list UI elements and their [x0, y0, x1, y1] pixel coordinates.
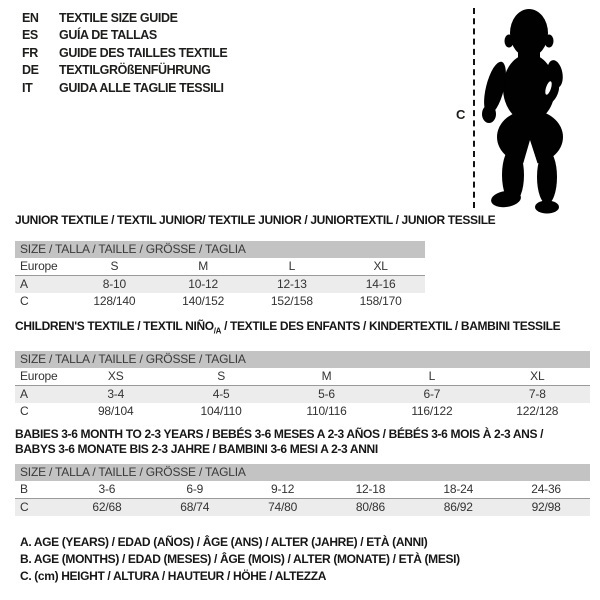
table-title-line1: BABIES 3-6 MONTH TO 2-3 YEARS / BEBÉS 3-6 MESES A 2-3 AÑOS / BÉBÉS 3-6 MOIS À 2-3 ANS /: [15, 427, 544, 441]
language-title-list: [22, 9, 227, 97]
size-cell: 24-36: [531, 482, 561, 496]
table-title: JUNIOR TEXTILE / TEXTIL JUNIOR/ TEXTILE JUNIOR / JUNIORTEXTIL / JUNIOR TESSILE: [15, 213, 496, 227]
lang-title: TEXTILE SIZE GUIDE: [59, 10, 178, 25]
size-cell: 8-10: [102, 277, 126, 291]
size-cell: L: [288, 259, 296, 273]
table-title-subscript: /A: [213, 326, 222, 336]
table-row: [15, 275, 425, 293]
table-title: [15, 427, 590, 457]
size-header-bar: SIZE / TALLA / TAILLE / GRÖSSE / TAGLIA: [15, 464, 590, 481]
size-cell: 14-16: [365, 277, 396, 291]
lang-row-fr: [22, 44, 227, 62]
table-title: [15, 319, 590, 338]
height-measure-dashed-line: [473, 8, 475, 208]
table-row: [15, 498, 590, 516]
lang-row-it: [22, 79, 227, 97]
row-label-cell: C: [20, 500, 29, 514]
size-cell: XS: [107, 369, 124, 384]
footnote-legend: [20, 534, 460, 585]
size-cell: L: [428, 369, 436, 384]
row-label-cell: C: [20, 294, 29, 308]
size-cell: 68/74: [180, 500, 210, 514]
row-label-cell: A: [20, 277, 28, 291]
size-cell: M: [198, 259, 209, 273]
size-cell: 92/98: [531, 500, 561, 514]
size-cell: M: [321, 369, 332, 384]
table-title-part: / TEXTILE DES ENFANTS / KINDERTEXTIL / BAMBINI TESSILE: [221, 319, 561, 333]
size-cell: S: [217, 369, 225, 384]
lang-code: IT: [22, 80, 33, 95]
size-header-bar: SIZE / TALLA / TAILLE / GRÖSSE / TAGLIA: [15, 241, 425, 258]
row-label-cell: B: [20, 482, 28, 496]
babies-size-table: [15, 427, 590, 516]
row-label-cell: Europe: [20, 369, 58, 384]
lang-row-es: [22, 27, 227, 45]
table-title-line2: BABYS 3-6 MONATE BIS 2-3 JAHRE / BAMBINI 3-6 MESI A 2-3 ANNI: [15, 442, 378, 456]
lang-code: ES: [22, 28, 38, 43]
lang-row-en: [22, 9, 227, 27]
table-row: [15, 258, 425, 275]
size-cell: 3-4: [107, 387, 125, 402]
size-cell: 12-18: [355, 482, 386, 496]
size-cell: 62/68: [92, 500, 122, 514]
lang-title: GUIDA ALLE TAGLIE TESSILI: [59, 80, 224, 95]
size-cell: 98/104: [97, 404, 134, 419]
table-row: [15, 385, 590, 403]
size-cell: 5-6: [318, 387, 335, 402]
table-row: [15, 481, 590, 498]
size-cell: 6-7: [423, 387, 441, 402]
size-cell: 10-12: [188, 277, 218, 291]
lang-title: TEXTILGRÖßENFÜHRUNG: [59, 63, 211, 78]
measure-label-c: C: [456, 107, 466, 122]
size-cell: 7-8: [528, 387, 546, 402]
size-cell: 18-24: [443, 482, 474, 496]
size-cell: 104/110: [200, 404, 242, 419]
table-row: [15, 368, 590, 385]
table-row: [15, 403, 590, 420]
size-cell: 86/92: [443, 500, 473, 514]
row-label-cell: Europe: [20, 259, 58, 273]
footnote-a: A. AGE (YEARS) / EDAD (AÑOS) / ÂGE (ANS) / ALTER (JAHRE) / ETÀ (ANNI): [20, 535, 428, 549]
size-cell: 80/86: [355, 500, 385, 514]
row-label-cell: C: [20, 404, 29, 419]
size-cell: 74/80: [268, 500, 298, 514]
size-cell: XL: [373, 259, 388, 273]
size-cell: S: [110, 259, 119, 273]
footnote-c: C. (cm) HEIGHT / ALTURA / HAUTEUR / HÖHE / ALTEZZA: [20, 569, 327, 583]
size-cell: 128/140: [93, 294, 136, 308]
lang-code: DE: [22, 63, 39, 78]
lang-title: GUIDE DES TAILLES TEXTILE: [59, 45, 228, 60]
size-cell: 9-12: [270, 482, 295, 496]
size-cell: 4-5: [212, 387, 230, 402]
size-cell: 116/122: [411, 404, 453, 419]
baby-silhouette-icon: [480, 0, 600, 220]
lang-row-de: [22, 62, 227, 80]
size-cell: 110/116: [306, 404, 347, 419]
size-cell: 122/128: [516, 404, 559, 419]
row-label-cell: A: [20, 387, 28, 402]
table-row: [15, 293, 425, 310]
size-header-bar: SIZE / TALLA / TAILLE / GRÖSSE / TAGLIA: [15, 351, 590, 368]
size-cell: 158/170: [359, 294, 402, 308]
size-cell: 152/158: [270, 294, 313, 308]
size-cell: 6-9: [186, 482, 204, 496]
table-title-part: CHILDREN'S TEXTILE / TEXTIL NIÑO: [15, 319, 214, 333]
size-cell: 12-13: [277, 277, 307, 291]
lang-code: EN: [22, 10, 39, 25]
footnote-b: B. AGE (MONTHS) / EDAD (MESES) / ÂGE (MOIS) / ALTER (MONATE) / ETÀ (MESI): [20, 552, 460, 566]
lang-title: GUÍA DE TALLAS: [59, 28, 157, 43]
children-size-table: [15, 319, 590, 420]
junior-size-table: [15, 213, 496, 310]
size-cell: XL: [530, 369, 545, 384]
size-cell: 3-6: [98, 482, 116, 496]
lang-code: FR: [22, 45, 38, 60]
size-cell: 140/152: [182, 294, 225, 308]
